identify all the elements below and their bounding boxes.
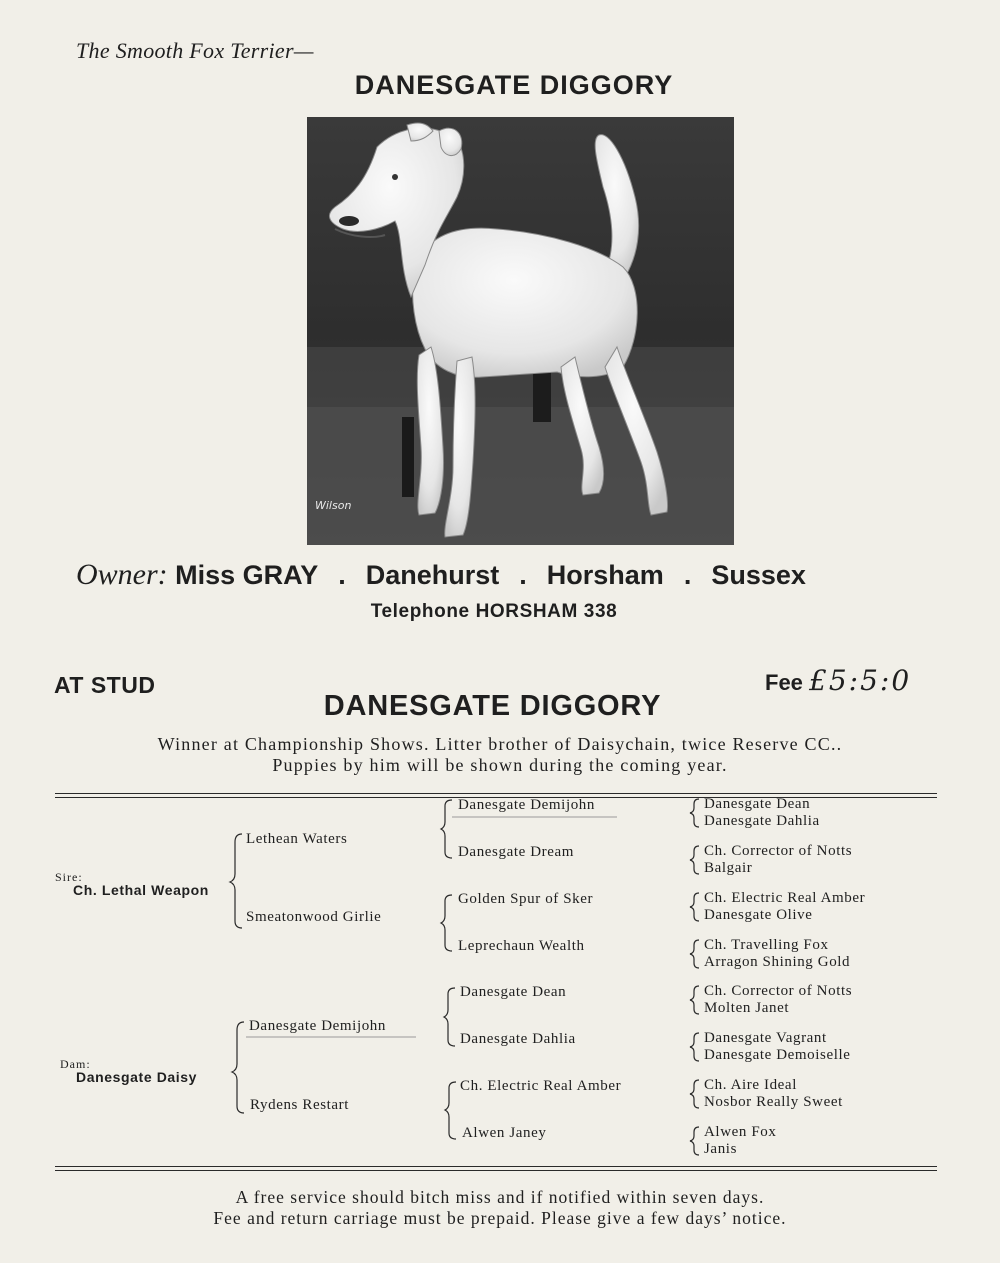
ancestor: Janis: [704, 1140, 737, 1157]
ancestor: Nosbor Really Sweet: [704, 1093, 843, 1110]
rule-bottom-1: [55, 1166, 937, 1167]
footer-notice: [40, 1187, 960, 1229]
owner-separator: .: [519, 560, 527, 590]
at-stud-heading: AT STUD: [54, 672, 156, 698]
stud-dog-name: DANESGATE DIGGORY: [323, 690, 662, 722]
ancestor-pair: [704, 1030, 851, 1063]
ancestor: Danesgate Vagrant: [704, 1030, 827, 1046]
fee-label: Fee: [765, 670, 803, 695]
ancestor-pair: [704, 983, 852, 1016]
ancestor: Danesgate Dahlia: [704, 812, 820, 829]
ancestor: Ch. Corrector of Notts: [704, 843, 853, 859]
dog-photo: [307, 117, 734, 545]
ancestor-pair: [704, 843, 852, 876]
ancestor: Ch. Aire Ideal: [704, 1077, 797, 1093]
ancestor-pair: [704, 937, 850, 970]
rule-bottom-2: [55, 1170, 937, 1171]
footer-line-2: Fee and return carriage must be prepaid. Please give a few days’ notice.: [213, 1208, 787, 1228]
ancestor-pair: [704, 890, 865, 923]
owner-town: Horsham: [546, 560, 664, 590]
photo-signature: Wilson: [315, 499, 352, 512]
dog-name-title: DANESGATE DIGGORY: [354, 70, 674, 100]
description-line-2: Puppies by him will be shown during the coming year.: [272, 755, 728, 775]
ancestor: Balgair: [704, 859, 753, 876]
ancestor-pair: [704, 796, 820, 829]
great-grandparent: Danesgate Demijohn: [458, 797, 596, 813]
ancestor-pair: [704, 1124, 776, 1157]
footer-line-1: A free service should bitch miss and if notified within seven days.: [235, 1187, 765, 1207]
grandparent: Smeatonwood Girlie: [246, 909, 382, 925]
rule-top-1: [55, 793, 937, 794]
owner-county: Sussex: [711, 560, 806, 590]
ancestor: Arragon Shining Gold: [704, 953, 851, 970]
ancestor: Alwen Fox: [704, 1124, 777, 1140]
great-grandparent: Ch. Electric Real Amber: [460, 1078, 622, 1094]
owner-separator: .: [338, 560, 346, 590]
great-grandparent: Danesgate Dean: [460, 984, 567, 1000]
owner-name: Miss GRAY: [175, 560, 319, 590]
owner-place: Danehurst: [365, 560, 500, 590]
ancestor: Molten Janet: [704, 999, 790, 1016]
great-grandparent: Leprechaun Wealth: [458, 938, 585, 954]
ancestor: Danesgate Demoiselle: [704, 1046, 851, 1063]
great-grandparent: Danesgate Dream: [458, 844, 575, 860]
great-grandparent: Golden Spur of Sker: [458, 891, 594, 907]
grandparent: Lethean Waters: [246, 831, 348, 847]
ancestor: Ch. Corrector of Notts: [704, 983, 853, 999]
telephone: Telephone HORSHAM 338: [370, 601, 618, 622]
sire-label: Sire:: [55, 870, 83, 884]
grandparent: Rydens Restart: [250, 1097, 350, 1113]
owner-separator: .: [683, 560, 692, 590]
tagline: The Smooth Fox Terrier—: [76, 38, 314, 63]
owner-line: [76, 558, 966, 592]
ancestor: Ch. Travelling Fox: [704, 937, 829, 953]
sire-name: Ch. Lethal Weapon: [73, 882, 209, 898]
fee-amount: £5:5:0: [809, 664, 912, 697]
ancestor: Danesgate Dean: [704, 796, 811, 812]
ancestor-pair: [704, 1077, 843, 1110]
dam-name: Danesgate Daisy: [76, 1069, 198, 1085]
owner-label: Owner:: [76, 558, 168, 591]
great-grandparent: Alwen Janey: [462, 1125, 547, 1141]
great-grandparent: Danesgate Dahlia: [460, 1031, 576, 1047]
ancestor: Danesgate Olive: [704, 906, 813, 923]
description-line-1: Winner at Championship Shows. Litter brother of Daisychain, twice Reserve CC..: [157, 734, 843, 754]
ancestor: Ch. Electric Real Amber: [704, 890, 866, 906]
grandparent: Danesgate Demijohn: [249, 1018, 387, 1034]
stud-description: [40, 734, 960, 776]
dam-label: Dam:: [60, 1057, 91, 1071]
